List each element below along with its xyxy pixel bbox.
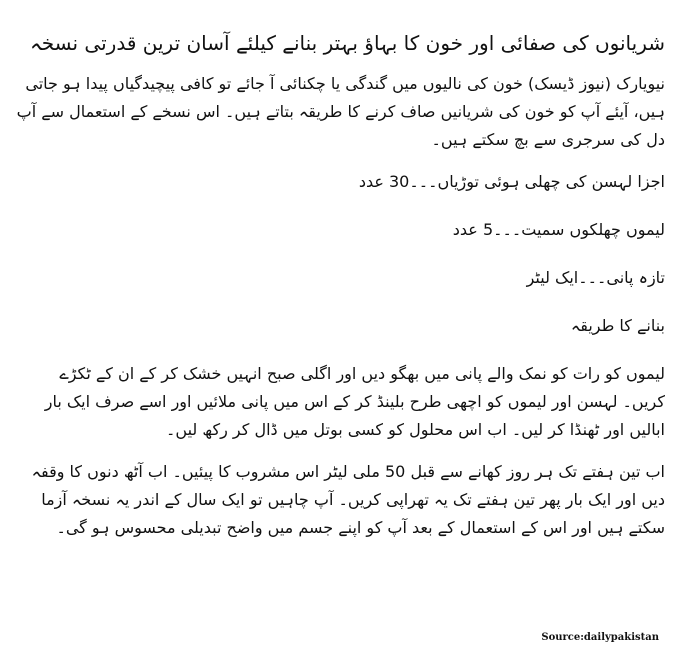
article-title: شریانوں کی صفائی اور خون کا بہاؤ بہتر بنانے کیلئے آسان ترین قدرتی نسخہ xyxy=(30,31,665,55)
source-credit: Source:dailypakistan xyxy=(541,632,659,643)
method-paragraph-1: لیموں کو رات کو نمک والے پانی میں بھگو دیں اور اگلی صبح انہیں خشک کر کے ان کے ٹکڑے کریں۔ لہسن اور لیموں کو اچھی طرح بلینڈ کر کے اس میں پانی ملائیں اور اسے صرف ایک بار ابالیں اور ٹھنڈا کر لیں۔ اب اس محلول کو کسی بوتل میں ڈال کر رکھ لیں۔ xyxy=(44,364,665,439)
article xyxy=(12,28,665,556)
method-paragraph-2: اب تین ہفتے تک ہر روز کھانے سے قبل 50 ملی لیٹر اس مشروب کا پیئیں۔ اب آٹھ دنوں کا وقفہ دیں اور ایک بار پھر تین ہفتے تک یہ تھراپی کریں۔ آپ چاہیں تو ایک سال کے اندر یہ نسخہ آزما سکتے ہیں اور اس کے استعمال کے بعد آپ کو اپنے جسم میں واضح تبدیلی محسوس ہو گی۔ xyxy=(31,462,665,537)
ingredient-water: تازہ پانی۔۔۔ایک لیٹر xyxy=(526,268,665,287)
ingredient-garlic: اجزا لہسن کی چھلی ہوئی توڑیاں۔۔۔30 عدد xyxy=(358,172,665,191)
method-heading: بنانے کا طریقہ xyxy=(570,316,665,335)
intro-paragraph: نیویارک (نیوز ڈیسک) خون کی نالیوں میں گندگی یا چکنائی آ جائے تو کافی پیچیدگیاں پیدا ہو جاتی ہیں، آیئے آپ کو خون کی شریانیں صاف کرنے کا طریقہ بتاتے ہیں۔ اس نسخے کے استعمال سے آپ دل کی سرجری سے بچ سکتے ہیں۔ xyxy=(16,74,665,149)
ingredient-lemon: لیموں چھلکوں سمیت۔۔۔5 عدد xyxy=(452,220,665,239)
